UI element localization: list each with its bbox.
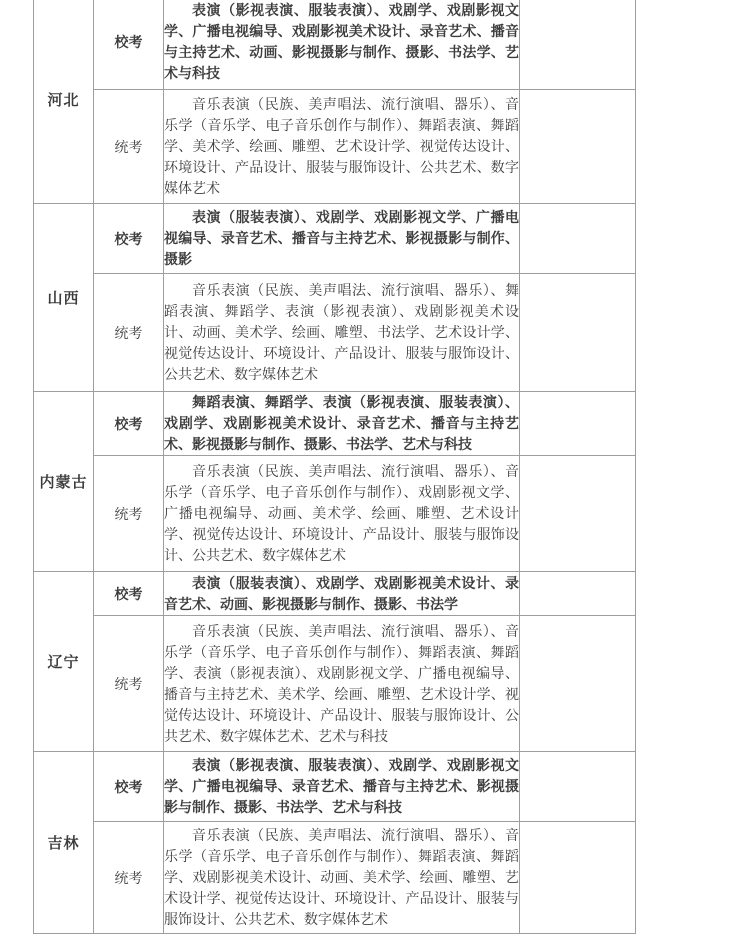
exam-type-cell: 统考 xyxy=(94,822,164,934)
table-row xyxy=(34,572,636,616)
majors-cell xyxy=(164,456,520,572)
majors-text: 表演（影视表演、服装表演）、戏剧学、戏剧影视文学、广播电视编导、录音艺术、播音与主持艺术、影视摄影与制作、摄影、书法学、艺术与科技 xyxy=(164,757,519,815)
majors-cell xyxy=(164,572,520,616)
majors-text: 音乐表演（民族、美声唱法、流行演唱、器乐）、音乐学（音乐学、电子音乐创作与制作）、戏剧影视文学、广播电视编导、动画、美术学、绘画、雕塑、艺术设计学、视觉传达设计、环境设计、产品设计、服装与服饰设计、公共艺术、数字媒体艺术 xyxy=(164,463,519,563)
empty-cell xyxy=(520,0,636,90)
majors-text: 音乐表演（民族、美声唱法、流行演唱、器乐）、舞蹈表演、舞蹈学、表演（影视表演）、戏剧影视美术设计、动画、美术学、绘画、雕塑、书法学、艺术设计学、视觉传达设计、环境设计、产品设计、服装与服饰设计、公共艺术、数字媒体艺术 xyxy=(164,282,519,382)
majors-text: 音乐表演（民族、美声唱法、流行演唱、器乐）、音乐学（音乐学、电子音乐创作与制作）、舞蹈表演、舞蹈学、美术学、绘画、雕塑、艺术设计学、视觉传达设计、环境设计、产品设计、服装与服饰设计、公共艺术、数字媒体艺术 xyxy=(164,96,519,196)
majors-text: 音乐表演（民族、美声唱法、流行演唱、器乐）、音乐学（音乐学、电子音乐创作与制作）、舞蹈表演、舞蹈学、戏剧影视美术设计、动画、美术学、绘画、雕塑、艺术设计学、视觉传达设计、环境设计、产品设计、服装与服饰设计、公共艺术、数字媒体艺术 xyxy=(164,827,519,927)
majors-cell xyxy=(164,392,520,456)
exam-type-cell: 统考 xyxy=(94,274,164,392)
majors-cell xyxy=(164,616,520,752)
empty-cell xyxy=(520,90,636,204)
table-row xyxy=(34,456,636,572)
majors-text: 音乐表演（民族、美声唱法、流行演唱、器乐）、音乐学（音乐学、电子音乐创作与制作）、舞蹈表演、舞蹈学、表演（影视表演）、戏剧影视文学、广播电视编导、播音与主持艺术、美术学、绘画、雕塑、艺术设计学、视觉传达设计、环境设计、产品设计、服装与服饰设计、公共艺术、数字媒体艺术、艺术与科技 xyxy=(164,622,519,744)
majors-text: 表演（服装表演）、戏剧学、戏剧影视文学、广播电视编导、录音艺术、播音与主持艺术、影视摄影与制作、摄影 xyxy=(164,209,519,267)
exam-type-cell: 校考 xyxy=(94,392,164,456)
empty-cell xyxy=(520,616,636,752)
exam-type-cell: 校考 xyxy=(94,0,164,90)
majors-text: 表演（服装表演）、戏剧学、戏剧影视美术设计、录音艺术、动画、影视摄影与制作、摄影、书法学 xyxy=(164,574,519,612)
majors-text: 舞蹈表演、舞蹈学、表演（影视表演、服装表演）、戏剧学、戏剧影视美术设计、录音艺术、播音与主持艺术、影视摄影与制作、摄影、书法学、艺术与科技 xyxy=(164,394,519,452)
table-row xyxy=(34,822,636,934)
exam-type-cell: 统考 xyxy=(94,616,164,752)
exam-type-cell: 统考 xyxy=(94,90,164,204)
empty-cell xyxy=(520,456,636,572)
majors-cell xyxy=(164,0,520,90)
majors-cell xyxy=(164,274,520,392)
province-cell-liaoning: 辽宁 xyxy=(34,572,94,752)
empty-cell xyxy=(520,392,636,456)
exam-type-cell: 校考 xyxy=(94,572,164,616)
exam-type-cell: 校考 xyxy=(94,752,164,822)
table-row xyxy=(34,204,636,274)
majors-text: 表演（影视表演、服装表演）、戏剧学、戏剧影视文学、广播电视编导、戏剧影视美术设计、录音艺术、播音与主持艺术、动画、影视摄影与制作、摄影、书法学、艺术与科技 xyxy=(164,2,519,81)
majors-cell xyxy=(164,822,520,934)
exam-type-cell: 校考 xyxy=(94,204,164,274)
majors-cell xyxy=(164,204,520,274)
table-row xyxy=(34,0,636,90)
empty-cell xyxy=(520,204,636,274)
empty-cell xyxy=(520,572,636,616)
province-cell-neimenggu: 内蒙古 xyxy=(34,392,94,572)
table-row xyxy=(34,274,636,392)
province-cell-shanxi: 山西 xyxy=(34,204,94,392)
empty-cell xyxy=(520,274,636,392)
province-cell-jilin: 吉林 xyxy=(34,752,94,934)
majors-cell xyxy=(164,90,520,204)
empty-cell xyxy=(520,822,636,934)
province-cell-hebei: 河北 xyxy=(34,0,94,204)
province-exam-majors-table xyxy=(33,0,636,934)
table-row xyxy=(34,616,636,752)
table-row xyxy=(34,90,636,204)
exam-type-cell: 统考 xyxy=(94,456,164,572)
empty-cell xyxy=(520,752,636,822)
majors-cell xyxy=(164,752,520,822)
table-row xyxy=(34,392,636,456)
table-row xyxy=(34,752,636,822)
